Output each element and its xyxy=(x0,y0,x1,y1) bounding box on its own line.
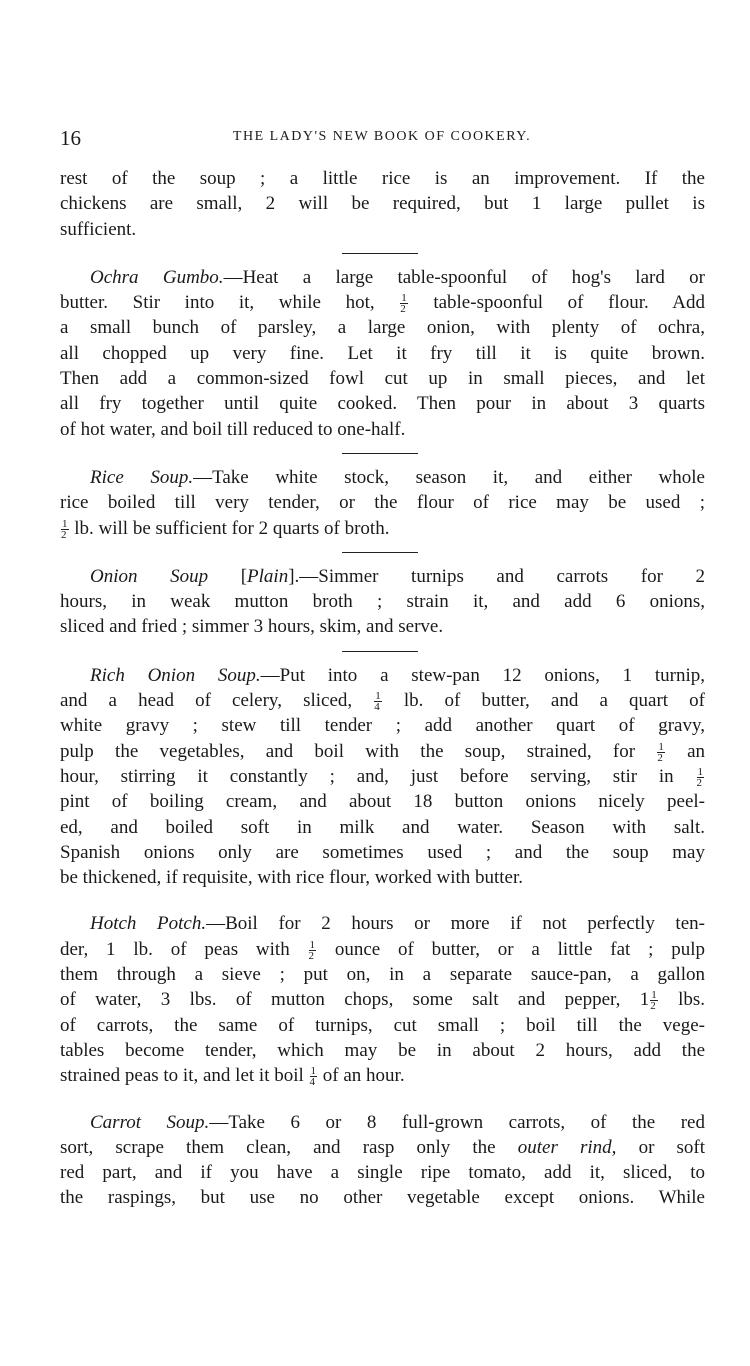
recipe-title-ochra-gumbo: Ochra Gumbo. xyxy=(90,266,224,288)
fraction-quarter: $\frac{1}{4}$ xyxy=(374,690,381,714)
text-run: —Boil for 2 hours or more if not perfectly ten- xyxy=(206,913,705,935)
recipe-title-rice-soup: Rice Soup. xyxy=(90,466,194,488)
text-line: sufficient. xyxy=(60,218,137,240)
text-run: pulp the vegetables, and boil with the soup, strained, for xyxy=(60,740,636,762)
recipe-title-carrot-soup: Carrot Soup. xyxy=(90,1111,210,1133)
text-line xyxy=(60,1135,705,1160)
fraction-half: $\frac{1}{2}$ xyxy=(61,517,68,541)
text-line: a small bunch of parsley, a large onion, with plenty of ochra, xyxy=(60,317,705,339)
text-line xyxy=(60,739,705,764)
section-rule xyxy=(60,242,705,265)
text-run: of water, 3 lbs. of mutton chops, some salt and pepper, 1 xyxy=(60,989,650,1011)
text-line: them through a sieve ; put on, in a separate sauce-pan, a gallon xyxy=(60,964,705,986)
recipe-title-rich-onion-soup: Rich Onion Soup. xyxy=(90,664,261,686)
text-run: or soft xyxy=(638,1136,705,1158)
recipe-first-line xyxy=(60,265,705,290)
section-rule xyxy=(60,442,705,465)
text-run: and a head of celery, sliced, xyxy=(60,690,353,712)
text-line: Then add a common-sized fowl cut up in small pieces, and let xyxy=(60,368,705,390)
text-run: —Simmer turnips and carrots for 2 xyxy=(299,565,705,587)
recipe-first-line xyxy=(60,1110,705,1135)
text-line: rice boiled till very tender, or the flour of rice may be used ; xyxy=(60,492,705,514)
text-line: the raspings, but use no other vegetable except onions. While xyxy=(60,1187,705,1209)
text-run: of an hour. xyxy=(322,1065,405,1087)
text-line: chickens are small, 2 will be required, but 1 large pullet is xyxy=(60,193,705,215)
text-line xyxy=(60,987,705,1012)
text-run: sort, scrape them clean, and rasp only the xyxy=(60,1136,496,1158)
running-head xyxy=(60,126,704,152)
text-run: ounce of butter, or a little fat ; pulp xyxy=(334,938,705,960)
text-line: red part, and if you have a single ripe tomato, add it, sliced, to xyxy=(60,1162,705,1184)
text-line: of carrots, the same of turnips, cut small ; boil till the vege- xyxy=(60,1014,705,1036)
recipe-first-line xyxy=(60,911,705,936)
text-run: lb. will be sufficient for 2 quarts of broth. xyxy=(74,517,390,539)
text-run: der, 1 lb. of peas with xyxy=(60,938,290,960)
fraction-quarter: $\frac{1}{4}$ xyxy=(309,1065,317,1089)
recipe-title-hotch-potch: Hotch Potch. xyxy=(90,913,207,935)
text-line: ed, and boiled soft in milk and water. Season with salt. xyxy=(60,816,705,838)
text-line: tables become tender, which may be in about 2 hours, add the xyxy=(60,1039,705,1061)
text-run: lb. of butter, and a quart of xyxy=(403,690,705,712)
text-run: —Take 6 or 8 full-grown carrots, of the red xyxy=(209,1111,705,1133)
text-line xyxy=(60,1063,705,1088)
emphasis-outer-rind: outer rind, xyxy=(517,1136,617,1158)
running-title: THE LADY'S NEW BOOK OF COOKERY. xyxy=(232,129,532,144)
fraction-half: $\frac{1}{2}$ xyxy=(308,938,316,962)
section-rule xyxy=(60,541,705,564)
text-run: hour, stirring it constantly ; and, just before serving, stir in xyxy=(60,765,674,787)
text-line: all fry together until quite cooked. Then pour in about 3 quarts xyxy=(60,393,705,415)
fraction-half: $\frac{1}{2}$ xyxy=(400,292,407,316)
fraction-half: $\frac{1}{2}$ xyxy=(696,766,704,790)
text-line: all chopped up very fine. Let it fry till it is quite brown. xyxy=(60,342,705,364)
text-line xyxy=(60,937,705,962)
text-line xyxy=(60,516,705,541)
recipe-title-onion-soup: Onion Soup xyxy=(90,565,209,587)
text-run: butter. Stir into it, while hot, xyxy=(60,292,375,314)
text-run: —Take white stock, season it, and either whole xyxy=(193,466,705,488)
fraction-half: $\frac{1}{2}$ xyxy=(650,989,657,1013)
text-run: an xyxy=(687,740,705,762)
text-line: pint of boiling cream, and about 18 button onions nicely peel- xyxy=(60,791,705,813)
text-run: table-spoonful of flour. Add xyxy=(433,292,705,314)
recipe-first-line xyxy=(60,663,705,688)
text-line: white gravy ; stew till tender ; add another quart of gravy, xyxy=(60,715,705,737)
fraction-half: $\frac{1}{2}$ xyxy=(657,740,664,764)
text-run: strained peas to it, and let it boil xyxy=(60,1065,304,1087)
text-run: lbs. xyxy=(678,989,705,1011)
text-line: of hot water, and boil till reduced to one-half. xyxy=(60,418,406,440)
paragraph-gap xyxy=(60,1089,705,1110)
text-run: —Heat a large table-spoonful of hog's lard or xyxy=(223,266,705,288)
recipe-variant-plain: Plain xyxy=(247,565,289,587)
text-line xyxy=(60,688,705,713)
page-number: 16 xyxy=(60,126,81,150)
text-line xyxy=(60,764,705,789)
text-line: rest of the soup ; a little rice is an improvement. If the xyxy=(60,168,705,189)
text-line xyxy=(60,290,705,315)
text-run: —Put into a stew-pan 12 onions, 1 turnip, xyxy=(260,664,705,686)
recipe-first-line xyxy=(60,465,705,490)
text-line: Spanish onions only are sometimes used ; and the soup may xyxy=(60,841,705,863)
text-line: sliced and fried ; simmer 3 hours, skim, and serve. xyxy=(60,616,444,638)
page-text xyxy=(60,166,705,1211)
paragraph-gap xyxy=(60,890,705,911)
text-line: be thickened, if requisite, with rice flour, worked with butter. xyxy=(60,867,524,889)
recipe-first-line: Onion Soup [Plain].—Simmer turnips and carrots for 2 xyxy=(90,565,705,587)
text-line: hours, in weak mutton broth ; strain it, and add 6 onions, xyxy=(60,591,705,613)
section-rule xyxy=(60,640,705,663)
